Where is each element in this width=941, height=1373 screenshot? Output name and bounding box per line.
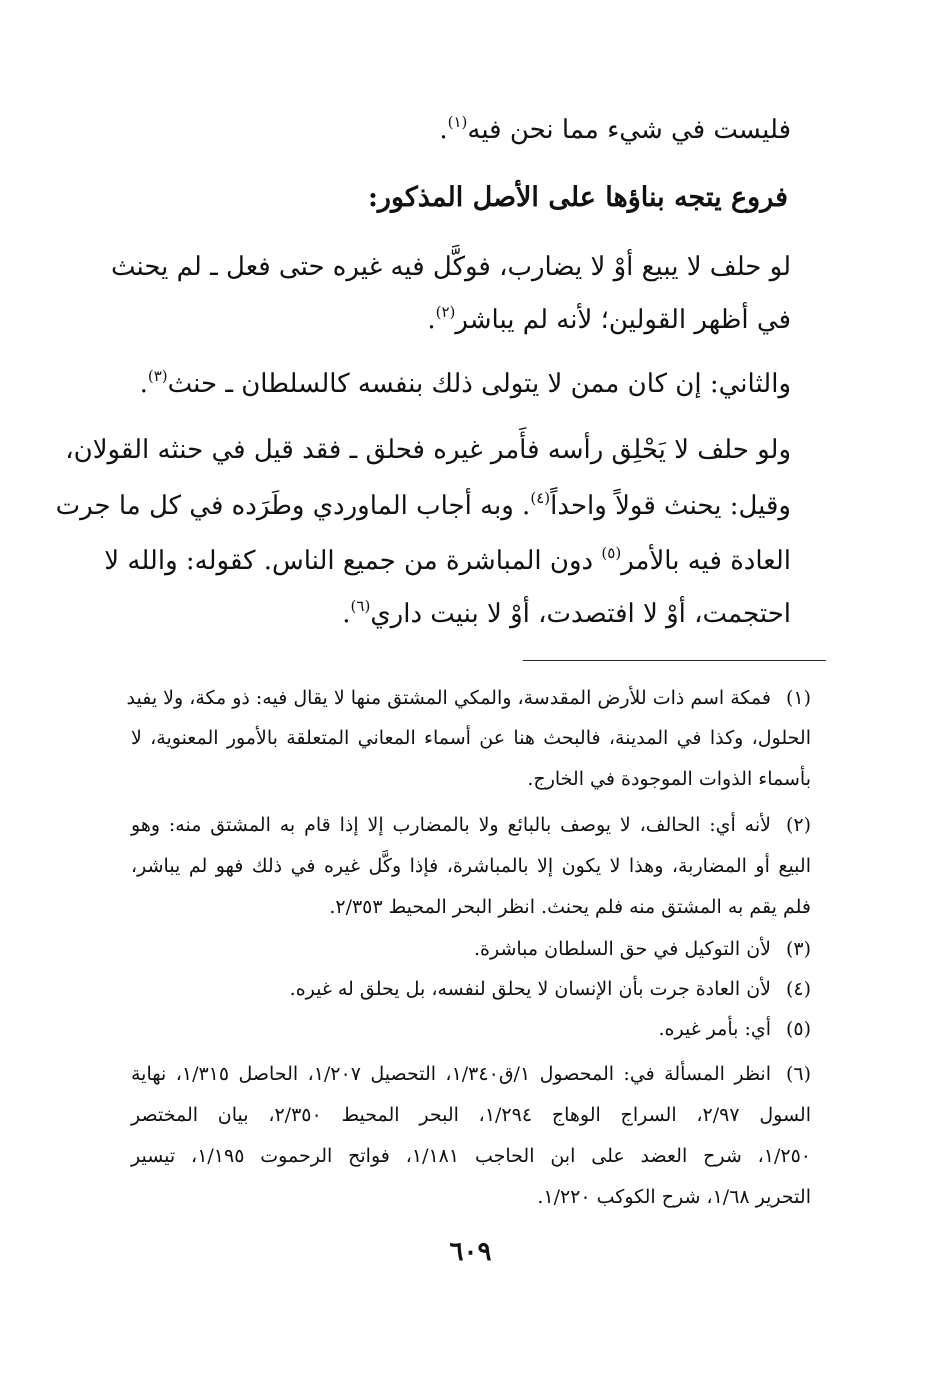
footnote-line: بأسماء الذوات الموجودة في الخارج. xyxy=(527,768,811,790)
text-span: . وبه أجاب الماوردي وطَرَده في كل ما جرت xyxy=(55,491,531,521)
page-number: ٦٠٩ xyxy=(449,1237,492,1267)
footnote-number: (١) xyxy=(785,687,811,709)
footnote-ref: (٥) xyxy=(601,544,622,562)
text-span: العادة فيه بالأمر xyxy=(621,546,791,576)
text-line xyxy=(140,364,791,407)
footnote-line: لأنه أي: الحالف، لا يوصف بالبائع ولا بالمضارب إلا إذا قام به المشتق منه: وهو xyxy=(131,814,771,836)
text-span: . xyxy=(439,115,448,145)
footnote-ref: (١) xyxy=(447,113,468,131)
footnote-ref: (٢) xyxy=(435,303,456,321)
text-line: ولو حلف لا يَحْلِق رأسه فأَمر غيره فحلق ـ فقد قيل في حنثه القولان، xyxy=(65,435,791,465)
text-span: دون المباشرة من جميع الناس. كقوله: والله لا xyxy=(104,546,602,576)
text-line xyxy=(427,300,791,343)
footnote-line: لأن التوكيل في حق السلطان مباشرة. xyxy=(473,938,771,960)
footnote-line: فمكة اسم ذات للأرض المقدسة، والمكي المشتق منها لا يقال فيه: ذو مكة، ولا يفيد xyxy=(126,687,771,709)
text-line: لو حلف لا يبيع أوْ لا يضارب، فوكَّل فيه غيره حتى فعل ـ لم يحنث xyxy=(110,252,791,282)
footnote-line: البيع أو المضاربة، وهذا لا يكون إلا بالمباشرة، فإذا وكَّل غيره في ذلك فهو لم يباشر، xyxy=(131,855,811,877)
text-span: في أظهر القولين؛ لأنه لم يباشر xyxy=(455,305,791,335)
footnote-number: (٦) xyxy=(785,1063,811,1085)
footnote-number: (٥) xyxy=(785,1018,811,1040)
footnote-number: (٣) xyxy=(785,938,811,960)
footnote-ref: (٦) xyxy=(350,597,371,615)
text-span: . xyxy=(139,369,148,399)
footnote-number: (٤) xyxy=(785,978,811,1000)
text-span: . xyxy=(342,599,351,629)
footnote-line: انظر المسألة في: المحصول ١/ق١/٣٤٠، التحصيل ١/٢٠٧، الحاصل ١/٣١٥، نهاية xyxy=(131,1063,771,1085)
footnote-line: فلم يقم به المشتق منه فلم يحنث. انظر البحر المحيط ٢/٣٥٣. xyxy=(329,896,811,918)
footnote-line: أي: بأمر غيره. xyxy=(658,1018,771,1040)
footnote-number: (٢) xyxy=(785,814,811,836)
footnote-separator xyxy=(523,660,826,661)
footnote-line: السول ٢/٩٧، السراج الوهاج ١/٢٩٤، البحر المحيط ٢/٣٥٠، بيان المختصر xyxy=(131,1104,811,1126)
text-line xyxy=(439,110,791,153)
section-heading: فروع يتجه بناؤها على الأصل المذكور: xyxy=(367,182,788,213)
footnote-ref: (٣) xyxy=(147,367,168,385)
footnote-line: التحرير ١/٦٨، شرح الكوكب ١/٢٢٠. xyxy=(537,1186,811,1208)
text-span: وقيل: يحنث قولاً واحداً xyxy=(550,491,791,521)
text-span: . xyxy=(427,305,436,335)
footnote-line: الحلول، وكذا في المدينة، فالبحث هنا عن أسماء المعاني المتعلقة بالأمور المعنوية، لا xyxy=(131,727,811,749)
footnote-ref: (٤) xyxy=(530,489,551,507)
text-line xyxy=(55,486,791,529)
text-span: فليست في شيء مما نحن فيه xyxy=(467,115,791,145)
text-line xyxy=(104,541,791,584)
text-span: احتجمت، أوْ لا افتصدت، أوْ لا بنيت داري xyxy=(370,599,791,629)
text-span: والثاني: إن كان ممن لا يتولى ذلك بنفسه كالسلطان ـ حنث xyxy=(167,369,791,399)
text-line xyxy=(342,594,791,637)
footnote-line: ١/٢٥٠، شرح العضد على ابن الحاجب ١/١٨١، فواتح الرحموت ١/١٩٥، تيسير xyxy=(131,1145,811,1167)
footnote-line: لأن العادة جرت بأن الإنسان لا يحلق لنفسه، بل يحلق له غيره. xyxy=(289,978,771,1000)
